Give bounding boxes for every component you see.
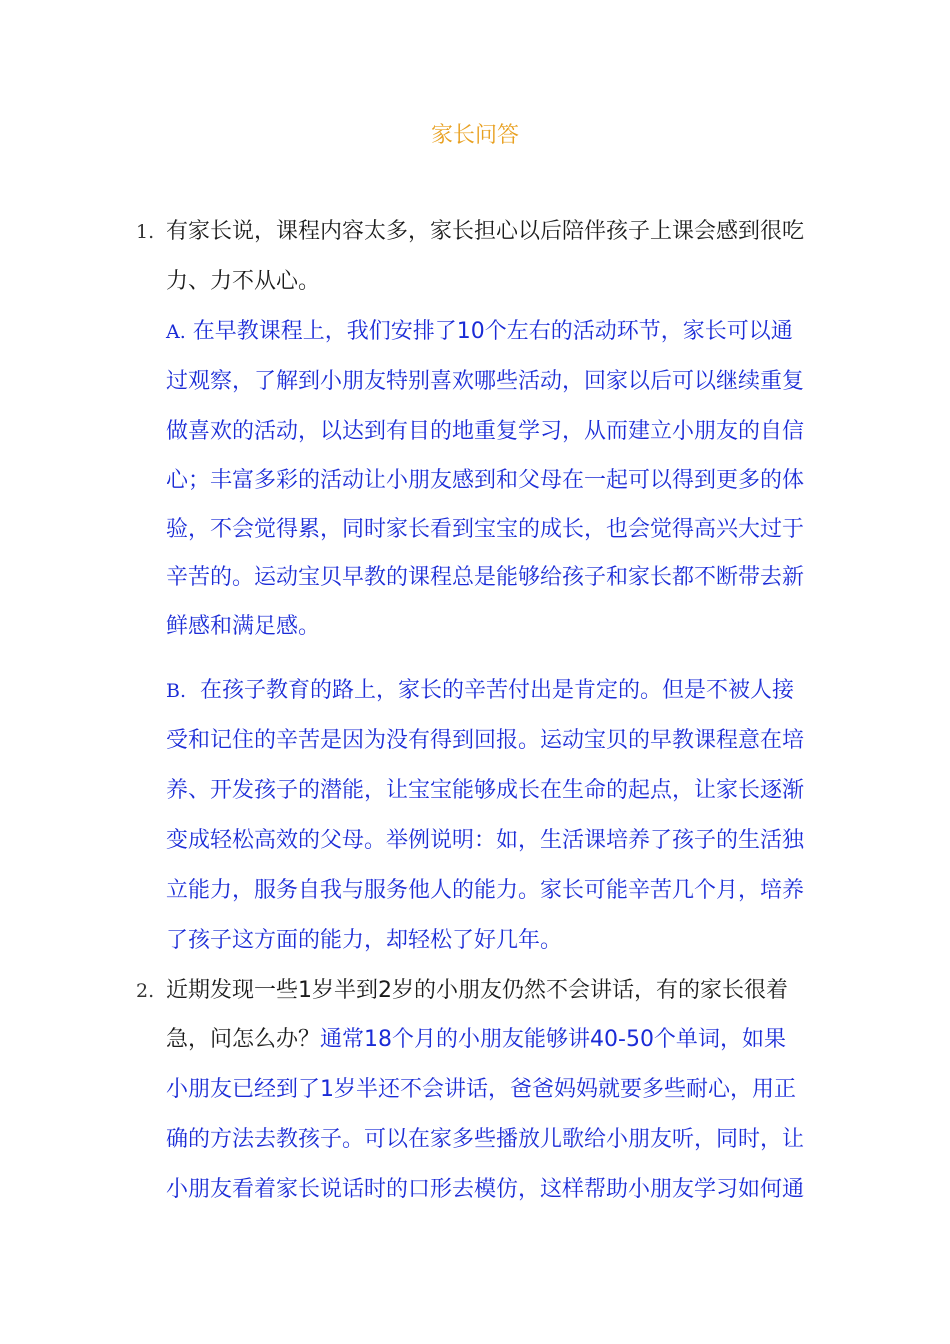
q1-answer-a-line-1 <box>166 307 793 357</box>
q1-answer-b-line: 了孩子这方面的能力，却轻松了好几年。 <box>166 928 563 953</box>
q1-answer-b-line-1 <box>166 666 794 716</box>
q1-answer-b-line: 变成轻松高效的父母。举例说明：如，生活课培养了孩子的生活独 <box>166 828 805 853</box>
q1-number: 1. <box>136 221 155 243</box>
q2-answer-line: 小朋友看着家长说话时的口形去模仿，这样帮助小朋友学习如何通 <box>166 1177 805 1202</box>
q1-answer-b-line: 养、开发孩子的潜能，让宝宝能够成长在生命的起点，让家长逐渐 <box>166 778 805 803</box>
q1-answer-b-line: 受和记住的辛苦是因为没有得到回报。运动宝贝的早教课程意在培 <box>166 728 805 753</box>
q1-answer-a-line: 做喜欢的活动，以达到有目的地重复学习，从而建立小朋友的自信 <box>166 419 805 444</box>
q2-answer-line: 小朋友已经到了1岁半还不会讲话，爸爸妈妈就要多些耐心，用正 <box>166 1077 796 1102</box>
q2-answer-line: 确的方法去教孩子。可以在家多些播放儿歌给小朋友听，同时，让 <box>166 1127 805 1152</box>
answer-b-first-line: 在孩子教育的路上，家长的辛苦付出是肯定的。但是不被人接 <box>200 678 795 703</box>
q2-question-line-1: 近期发现一些1岁半到2岁的小朋友仍然不会讲话，有的家长很着 <box>166 978 788 1003</box>
answer-a-first-line: 在早教课程上，我们安排了10个左右的活动环节，家长可以通 <box>192 319 793 344</box>
q2-line-2 <box>166 1015 786 1065</box>
q1-answer-a-line: 辛苦的。运动宝贝早教的课程总是能够给孩子和家长都不断带去新 <box>166 565 805 590</box>
q2-number: 2. <box>136 980 155 1002</box>
answer-b-marker: B. <box>166 680 187 702</box>
q1-question-line-1: 有家长说，课程内容太多，家长担心以后陪伴孩子上课会感到很吃 <box>166 219 805 244</box>
q1-question-line-2: 力、力不从心。 <box>166 269 321 294</box>
q2-answer-start: 通常18个月的小朋友能够讲40-50个单词，如果 <box>320 1027 786 1052</box>
q2-question-end: 急，问怎么办？ <box>166 1027 321 1052</box>
q1-answer-a-line: 心；丰富多彩的活动让小朋友感到和父母在一起可以得到更多的体 <box>166 468 805 493</box>
q1-answer-b-line: 立能力，服务自我与服务他人的能力。家长可能辛苦几个月，培养 <box>166 878 805 903</box>
answer-a-marker: A. <box>166 321 186 343</box>
q1-answer-a-line: 验，不会觉得累，同时家长看到宝宝的成长，也会觉得高兴大过于 <box>166 517 805 542</box>
q1-answer-a-line: 鲜感和满足感。 <box>166 614 321 639</box>
q1-answer-a-line: 过观察，了解到小朋友特别喜欢哪些活动，回家以后可以继续重复 <box>166 369 805 394</box>
page-title: 家长问答 <box>430 123 519 148</box>
